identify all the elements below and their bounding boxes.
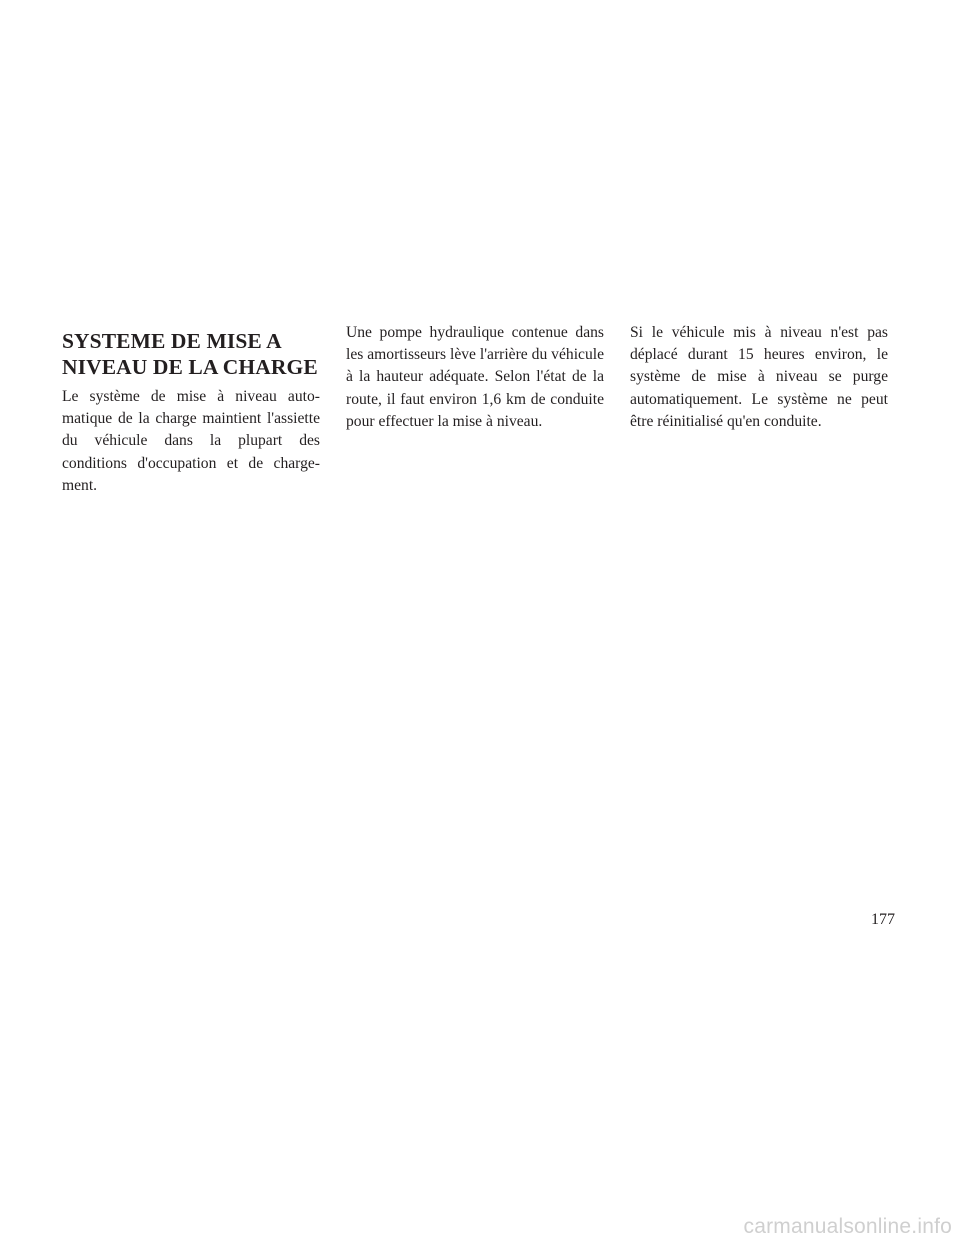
paragraph-leveling-intro: Le système de mise à niveau automatique de la charge maintient l'assiette du véhicule dans la plupart des conditions d'occupation et de chargement.	[62, 388, 320, 494]
section-title	[62, 322, 320, 380]
paragraph-purge: Si le véhicule mis à niveau n'est pas déplacé durant 15 heures environ, le système de mise à niveau se purge automatiquement. Le système ne peut être réinitialisé qu'en conduite.	[630, 324, 888, 430]
section-title-line-2: NIVEAU DE LA CHARGE	[62, 355, 318, 379]
watermark-text: carmanualsonline.info	[743, 1215, 952, 1238]
column-middle	[346, 322, 604, 433]
column-right	[630, 322, 888, 433]
section-title-line-1: SYSTEME DE MISE A	[62, 329, 282, 353]
paragraph-hydraulic-pump: Une pompe hydraulique contenue dans les amortisseurs lève l'arrière du véhicule à la hauteur adéquate. Selon l'état de la route, il faut environ 1,6 km de conduite pour effectuer la mise à niveau.	[346, 324, 604, 430]
page-number: 177	[871, 911, 895, 928]
column-left	[62, 322, 320, 497]
